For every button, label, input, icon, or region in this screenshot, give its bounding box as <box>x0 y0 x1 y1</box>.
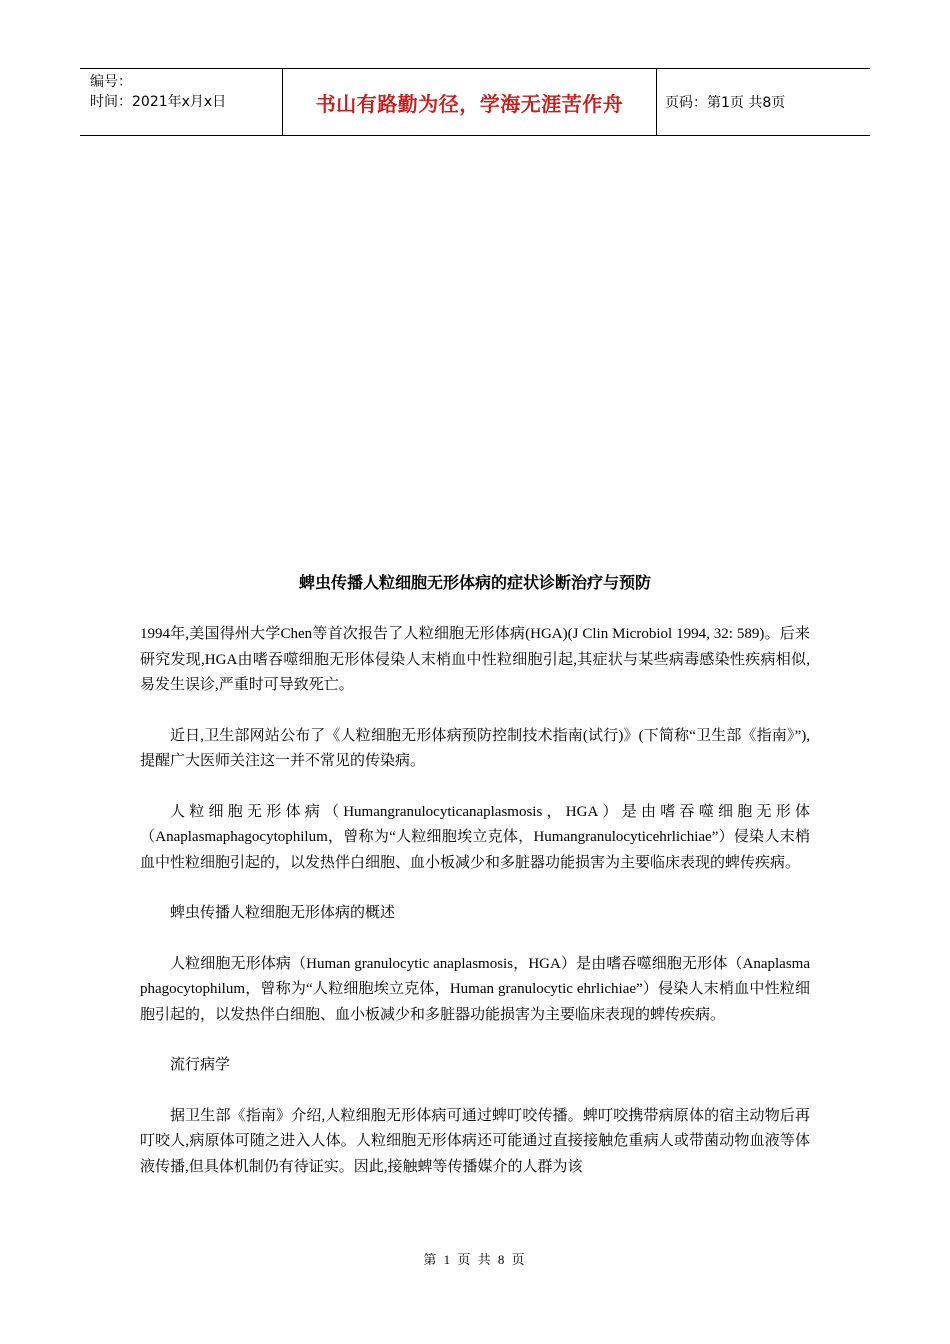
header-page-cell <box>657 69 870 135</box>
section-heading: 蜱虫传播人粒细胞无形体病的概述 <box>170 905 396 921</box>
document-header <box>80 68 870 136</box>
header-motto-cell <box>282 69 657 135</box>
header-page-indicator: 页码：第1页 共8页 <box>665 95 786 111</box>
page-footer: 第 1 页 共 8 页 <box>423 1252 527 1267</box>
paragraph: 近日,卫生部网站公布了《人粒细胞无形体病预防控制技术指南(试行)》(下简称“卫生部《指南》”),提醒广大医师关注这一并不常见的传染病。 <box>140 727 810 769</box>
header-motto: 书山有路勤为径，学海无涯苦作舟 <box>315 91 624 116</box>
document-date-label: 时间：2021年x月x日 <box>90 94 227 110</box>
document-body <box>140 622 810 1205</box>
document-title: 蜱虫传播人粒细胞无形体病的症状诊断治疗与预防 <box>298 573 651 592</box>
section-heading: 流行病学 <box>170 1057 231 1073</box>
header-meta <box>80 69 282 135</box>
document-number-label: 编号： <box>90 74 132 90</box>
paragraph: 据卫生部《指南》介绍,人粒细胞无形体病可通过蜱叮咬传播。蜱叮咬携带病原体的宿主动物后再叮咬人,病原体可随之进入人体。人粒细胞无形体病还可能通过直接接触危重病人或带菌动物血液等体液传播,但具体机制仍有待证实。因此,接触蜱等传播媒介的人群为该 <box>140 1107 810 1175</box>
paragraph: 人粒细胞无形体病（Human granulocytic anaplasmosis，HGA）是由嗜吞噬细胞无形体（Anaplasma phagocytophilum，曾称为“人粒细胞埃立克体，Human granulocytic ehrlichiae”）侵染人末梢血中性粒细胞引起的，以发热伴白细胞、血小板减少和多脏器功能损害为主要临床表现的蜱传疾病。 <box>140 955 810 1023</box>
paragraph: 1994年,美国得州大学Chen等首次报告了人粒细胞无形体病(HGA)(J Clin Microbiol 1994, 32: 589)。后来研究发现,HGA由嗜吞噬细胞无形体侵染人末梢血中性粒细胞引起,其症状与某些病毒感染性疾病相似,易发生误诊,严重时可导致死亡。 <box>140 626 810 693</box>
paragraph: 人粒细胞无形体病（Humangranulocyticanaplasmosis，HGA）是由嗜吞噬细胞无形体（Anaplasmaphagocytophilum，曾称为“人粒细胞埃立克体，Humangranulocyticehrlichiae”）侵染人末梢血中性粒细胞引起的，以发热伴白细胞、血小板减少和多脏器功能损害为主要临床表现的蜱传疾病。 <box>140 803 810 871</box>
